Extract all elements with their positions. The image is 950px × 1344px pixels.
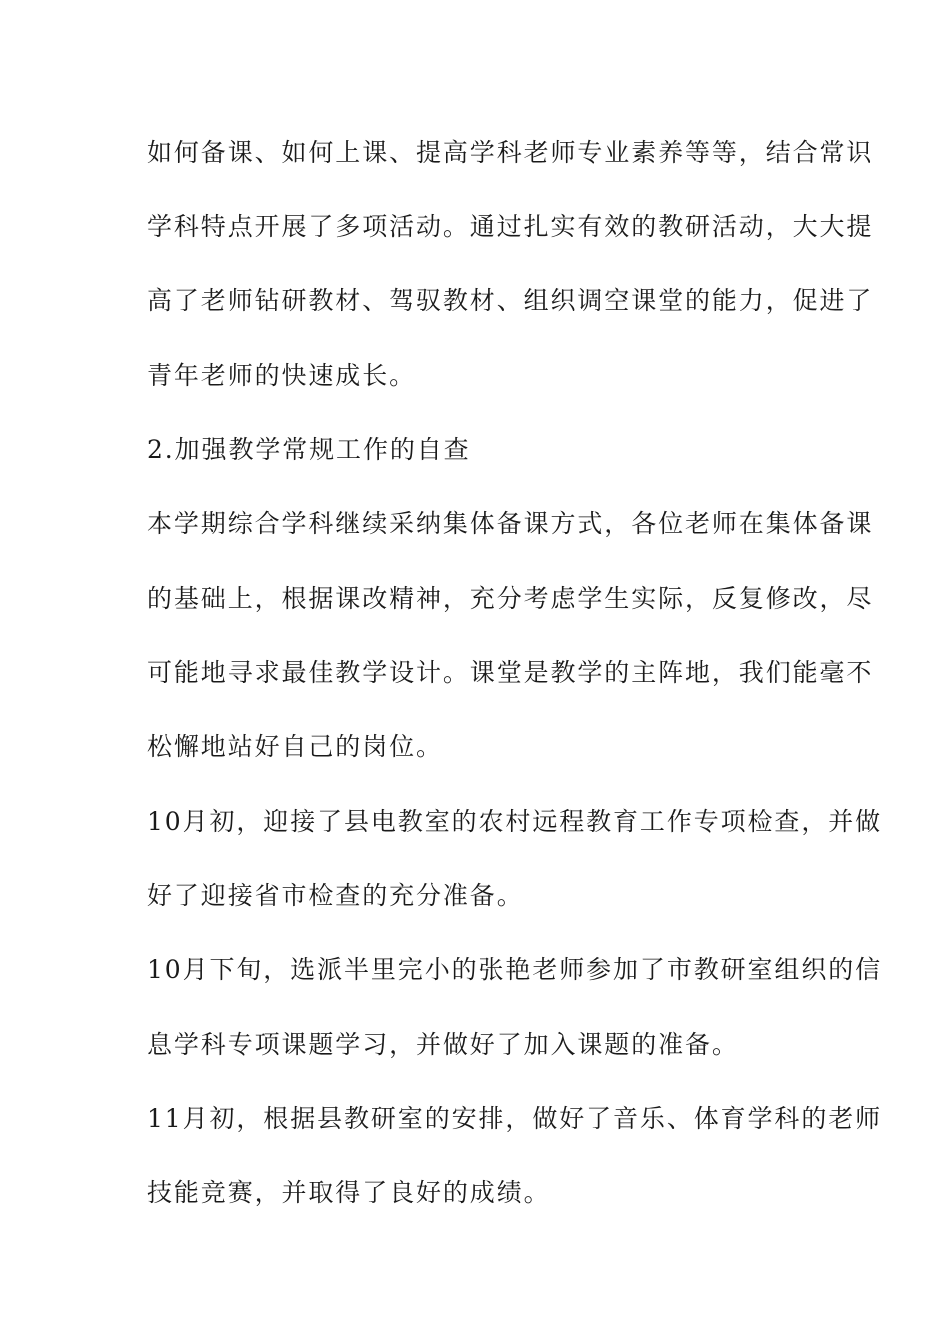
text-line: 青年老师的快速成长。 — [147, 361, 417, 390]
text-line: 如何备课、如何上课、提高学科老师专业素养等等，结合常识 — [147, 138, 874, 167]
section-heading: 2.加强教学常规工作的自查 — [147, 435, 471, 464]
text-line: 松懈地站好自己的岗位。 — [147, 732, 443, 761]
text-line: 10月下旬，选派半里完小的张艳老师参加了市教研室组织的信 — [147, 955, 883, 984]
text-line: 10月初，迎接了县电教室的农村远程教育工作专项检查，并做 — [147, 807, 883, 836]
text-line: 可能地寻求最佳教学设计。课堂是教学的主阵地，我们能毫不 — [147, 658, 874, 687]
text-line: 本学期综合学科继续采纳集体备课方式，各位老师在集体备课 — [147, 509, 874, 538]
text-line: 好了迎接省市检查的充分准备。 — [147, 881, 524, 910]
text-line: 息学科专项课题学习，并做好了加入课题的准备。 — [147, 1030, 739, 1059]
text-line: 的基础上，根据课改精神，充分考虑学生实际，反复修改，尽 — [147, 584, 874, 613]
text-line: 学科特点开展了多项活动。通过扎实有效的教研活动，大大提 — [147, 212, 874, 241]
text-line: 11月初，根据县教研室的安排，做好了音乐、体育学科的老师 — [147, 1104, 883, 1133]
text-line: 高了老师钻研教材、驾驭教材、组织调空课堂的能力，促进了 — [147, 286, 874, 315]
text-line: 技能竞赛，并取得了良好的成绩。 — [147, 1178, 551, 1207]
